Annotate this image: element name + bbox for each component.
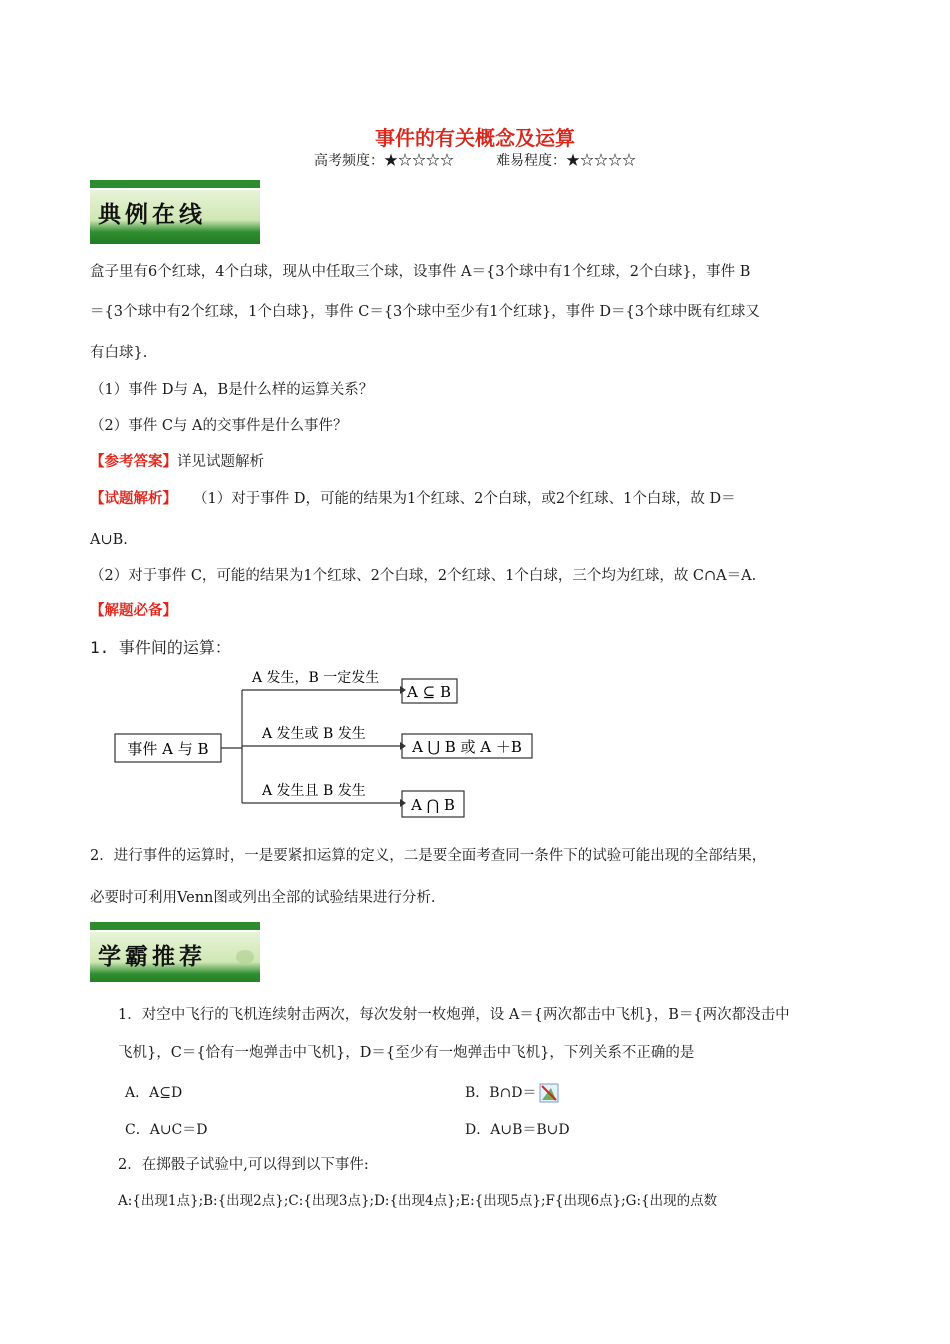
analysis-line-3: （2）对于事件 C，可能的结果为1个红球、2个白球，2个红球、1个白球，三个均为红球，故 C∩A＝A. (90, 568, 757, 584)
problem-line-1: 盒子里有6个红球，4个白球，现从中任取三个球，设事件 A＝{3个球中有1个红球，2个白球}，事件 B (90, 264, 751, 280)
option-c: C．A∪C＝D (125, 1122, 208, 1138)
frequency-stars: ★☆☆☆☆ (384, 153, 454, 169)
answer-text: 详见试题解析 (177, 454, 264, 470)
branch-1-arrow (400, 686, 406, 694)
result-1-label: A ⊆ B (407, 683, 451, 701)
essentials-tag: 【解题必备】 (90, 602, 177, 619)
branch-1-condition: A 发生，B 一定发生 (252, 670, 380, 686)
option-b (465, 1082, 559, 1103)
diagram-heading: 1. 事件间的运算： (90, 638, 231, 657)
branch-3-arrow (400, 799, 406, 807)
analysis-line-1 (90, 489, 870, 509)
page-title: 事件的有关概念及运算 (375, 126, 575, 150)
recommend-banner-label: 学霸推荐 (98, 944, 206, 970)
exercise-2-line-2: A:{出现1点};B:{出现2点};C:{出现3点};D:{出现4点};E:{出现5点};F{出现6点};G:{出现的点数 (118, 1193, 718, 1209)
example-banner-label: 典例在线 (98, 202, 206, 228)
option-d: D．A∪B＝B∪D (465, 1122, 570, 1138)
exercise-1-line-2: 飞机}，C＝{恰有一炮弹击中飞机}，D＝{至少有一炮弹击中飞机}，下列关系不正确的是 (118, 1045, 695, 1061)
operations-diagram (100, 660, 560, 825)
note-line-2: 必要时可利用Venn图或列出全部的试验结果进行分析. (90, 890, 436, 906)
option-b-text: B．B∩D＝ (465, 1085, 537, 1101)
result-2-label: A ⋃ B 或 A ＋B (412, 738, 522, 756)
problem-line-3: 有白球}. (90, 345, 148, 361)
exercise-2-line-1: 2．在掷骰子试验中,可以得到以下事件: (118, 1157, 369, 1173)
branch-2-condition: A 发生或 B 发生 (262, 726, 366, 742)
recommend-banner (90, 922, 260, 982)
question-2: （2）事件 C与 A的交事件是什么事件？ (90, 418, 348, 434)
analysis-text-1: （1）对于事件 D，可能的结果为1个红球、2个白球，或2个红球、1个白球，故 D＝ (193, 491, 736, 507)
example-banner (90, 180, 260, 244)
root-label: 事件 A 与 B (127, 740, 209, 758)
branch-2-arrow (400, 742, 406, 750)
difficulty-label: 难易程度： (496, 153, 566, 169)
answer-tag: 【参考答案】 (90, 453, 177, 470)
difficulty-meta (0, 150, 950, 170)
question-1: （1）事件 D与 A，B是什么样的运算关系？ (90, 382, 374, 398)
result-3-label: A ⋂ B (411, 796, 455, 814)
exercise-1-line-1: 1．对空中飞行的飞机连续射击两次，每次发射一枚炮弹，设 A＝{两次都击中飞机}，B＝{两次都没击中 (118, 1007, 790, 1023)
difficulty-stars: ★☆☆☆☆ (566, 153, 636, 169)
problem-line-2: ＝{3个球中有2个红球，1个白球}，事件 C＝{3个球中至少有1个红球}，事件 D＝{3个球中既有红球又 (90, 304, 760, 320)
answer-line (90, 452, 870, 472)
frequency-label: 高考频度： (314, 153, 384, 169)
leaf-decoration (236, 950, 254, 964)
analysis-line-2: A∪B. (90, 532, 128, 548)
broken-image-icon (539, 1083, 559, 1103)
branch-3-condition: A 发生且 B 发生 (262, 783, 366, 799)
option-a: A．A⊆D (125, 1085, 183, 1101)
note-line-1: 2．进行事件的运算时，一是要紧扣运算的定义，二是要全面考查同一条件下的试验可能出现的全部结果， (90, 848, 767, 864)
analysis-tag: 【试题解析】 (90, 490, 177, 507)
